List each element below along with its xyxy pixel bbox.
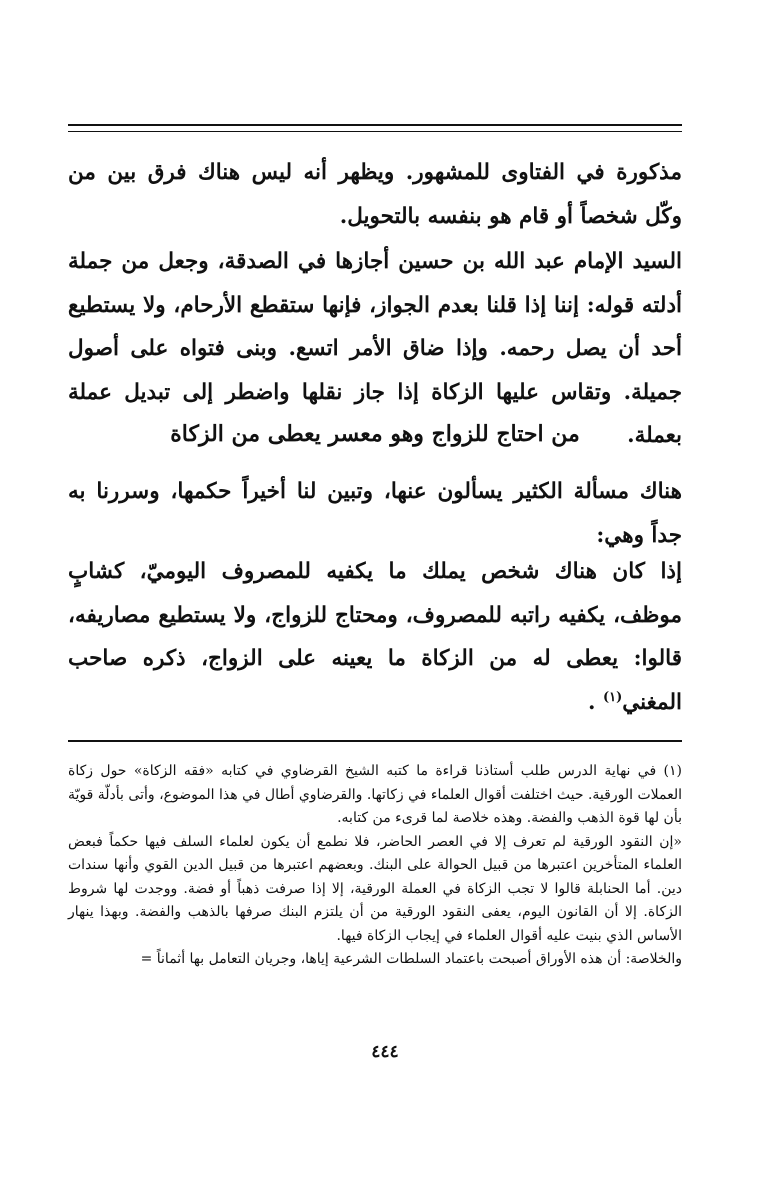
footnotes xyxy=(68,760,682,972)
paragraph-text: مذكورة في الفتاوى للمشهور. ويظهر أنه ليس هناك فرق بين من وكّل شخصاً أو قام هو بنفسه بالتحويل. xyxy=(68,160,682,229)
paragraph-text: السيد الإمام عبد الله بن حسين أجازها في الصدقة، وجعل من جملة أدلته قوله: إننا إذا قلنا بعدم الجواز، فإنها ستقطع الأرحام، ولا يستطيع أحد أن يصل رحمه. وإذا ضاق الأمر اتسع. وبنى فتواه على أصول جميلة. وتقاس عليها الزكاة إذا جاز نقلها واضطر إلى تبديل عملة بعملة. xyxy=(68,249,682,448)
ruling-text: إذا كان هناك شخص يملك ما يكفيه للمصروف اليوميّ، كشابٍ موظف، يكفيه راتبه للمصروف، ومحتاج للزواج، ولا يستطيع مصاريفه، قالوا: يعطى له من الزكاة ما يعينه على الزواج، ذكره صاحب المغني xyxy=(68,559,682,715)
footnote-separator xyxy=(68,740,682,742)
paragraph-text xyxy=(68,550,682,724)
footnote-reference: (١) xyxy=(602,689,623,705)
paragraph-ruling xyxy=(68,550,682,724)
footnote-1: (١) في نهاية الدرس طلب أستاذنا قراءة ما كتبه الشيخ القرضاوي في كتابه «فقه الزكاة» حول زكاة العملات الورقية. حيث اختلفت أقوال العلماء في زكاتها. والقرضاوي أطال في هذا الموضوع، وأتى بأدلّة قويّة بأن لها قوة الذهب والفضة. وهذه خلاصة لما قرىء من كتابه. xyxy=(68,763,682,826)
paragraph-question-intro xyxy=(68,470,682,557)
header-rule-thin xyxy=(68,131,682,132)
paragraph-continuation xyxy=(68,151,682,238)
footnote-summary: والخلاصة: أن هذه الأوراق أصبحت باعتماد السلطات الشرعية إياها، وجريان التعامل بها أثماناً = xyxy=(140,951,682,967)
footnote-quote: «إن النقود الورقية لم تعرف إلا في العصر الحاضر، فلا نطمع أن يكون لعلماء السلف فيها حكماً فبعض العلماء المتأخرين اعتبرها من قبيل الحوالة على البنك. وبعضهم اعتبرها من قبيل الدين القوي وأنها سندات دين. أما الحنابلة قالوا لا تجب الزكاة في العملة الورقية، إلا إذا صرفت ذهباً أو فضة. ووجدت لها شروط الزكاة. إلا أن القانون اليوم، يعفى النقود الورقية من أن يلتزم البنك صرفها بالذهب والفضة. وبهذا ينهار الأساس الذي بنيت عليه أقوال العلماء في إيجاب الزكاة فيها. xyxy=(68,833,682,944)
ruling-end: . xyxy=(587,689,596,715)
paragraph-text: هناك مسألة الكثير يسألون عنها، وتبين لنا أخيراً حكمها، وسررنا به جداً وهي: xyxy=(68,479,682,548)
header-rule-thick xyxy=(68,124,682,126)
section-heading: من احتاج للزواج وهو معسر يعطى من الزكاة xyxy=(170,421,580,447)
page-number: ٤٤٤ xyxy=(371,1042,399,1062)
